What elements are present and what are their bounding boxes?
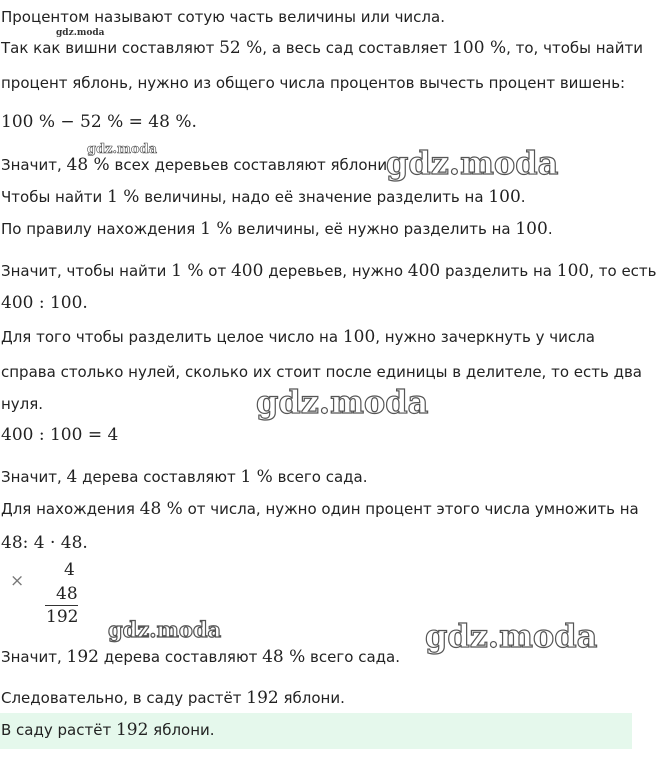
text: Чтобы найти — [1, 188, 108, 206]
text: деревьев, нужно — [263, 262, 408, 280]
math: 52 % — [219, 38, 263, 58]
text: , то есть — [589, 262, 657, 280]
text: Значит, — [1, 156, 67, 174]
text: Для того чтобы разделить целое число на — [1, 328, 343, 346]
product: 192 — [46, 607, 79, 627]
text: Процентом называют сотую часть величины или числа. — [1, 8, 445, 26]
math: 48 % — [262, 647, 306, 667]
text: всех деревьев составляют яблони. — [109, 156, 392, 174]
watermark-large: gdz.moda — [425, 617, 598, 655]
text: величины, её нужно разделить на — [232, 220, 516, 238]
math: 100 — [488, 187, 521, 207]
text: дерева составляют — [98, 648, 263, 666]
text-line-3 — [1, 72, 625, 94]
text-line-5 — [1, 154, 392, 176]
math: 100 % − 52 % = 48 %. — [1, 112, 197, 132]
text: нуля. — [1, 395, 44, 413]
text: всего сада. — [272, 468, 368, 486]
multiplier: 48 — [56, 584, 78, 604]
formula-division — [1, 292, 88, 314]
text: от числа, нужно один процент этого числа умножить на — [182, 500, 639, 518]
text: . — [520, 188, 526, 206]
math: 48 % — [139, 499, 183, 519]
answer-box — [0, 713, 632, 749]
text: По правилу нахождения — [1, 220, 201, 238]
text: . — [547, 220, 553, 238]
text: Значит, — [1, 648, 67, 666]
math: 1 % — [240, 467, 273, 487]
text-line-7 — [1, 218, 553, 240]
text: В саду растёт — [1, 721, 116, 739]
watermark-small: gdz.moda — [56, 28, 105, 38]
text-line-12 — [1, 393, 43, 415]
math: 48: 4 · 48. — [1, 533, 88, 553]
formula-multiplication — [1, 532, 88, 554]
watermark-medium: gdz.moda — [108, 617, 222, 642]
math: 400 — [407, 261, 441, 281]
watermark-large: gdz.moda — [256, 383, 429, 421]
math: 192 — [66, 647, 99, 667]
text-line-15 — [1, 498, 639, 520]
math: 1 % — [107, 187, 140, 207]
text: всего сада. — [305, 648, 400, 666]
multiplicand: 4 — [64, 560, 75, 580]
math: 48 % — [66, 155, 110, 175]
watermark-large: gdz.moda — [386, 144, 559, 182]
text: Значит, — [1, 468, 67, 486]
text-line-6 — [1, 186, 526, 208]
multiply-sign: × — [10, 571, 25, 591]
math: 100 % — [452, 38, 507, 58]
math: 4 — [66, 467, 78, 487]
text: величины, надо её значение разделить на — [139, 188, 489, 206]
text: яблони. — [278, 689, 345, 707]
text-line-18 — [1, 687, 345, 709]
answer-text — [1, 720, 215, 740]
math: 400 : 100. — [1, 293, 88, 313]
math: 100 — [515, 219, 548, 239]
math: 100 — [556, 261, 590, 281]
text-line-1 — [1, 6, 445, 28]
math: 192 — [115, 720, 149, 740]
math: 1 % — [171, 261, 204, 281]
text: Для нахождения — [1, 500, 140, 518]
text: Значит, чтобы найти — [1, 262, 172, 280]
text-line-8 — [1, 260, 657, 282]
math: 192 — [246, 688, 279, 708]
text-line-11 — [1, 361, 642, 383]
formula-division-result — [1, 424, 118, 446]
watermark-small: gdz.moda — [87, 142, 158, 157]
text: Следовательно, в саду растёт — [1, 689, 247, 707]
text-line-17 — [1, 646, 400, 668]
text: , нужно зачеркнуть у числа — [375, 328, 595, 346]
math: 400 : 100 = 4 — [1, 425, 119, 445]
text: дерева составляют — [77, 468, 241, 486]
text-line-14 — [1, 466, 368, 488]
math: 1 % — [200, 219, 233, 239]
text: разделить на — [440, 262, 557, 280]
math: 100 — [342, 327, 376, 347]
text: , а весь сад составляет — [262, 39, 453, 57]
text: Так как вишни составляют — [1, 39, 220, 57]
text: яблони. — [148, 721, 215, 739]
text-line-2 — [1, 37, 643, 59]
text: справа столько нулей, сколько их стоит после единицы в делителе, то есть два — [1, 363, 642, 381]
text-line-10 — [1, 326, 595, 348]
text: от — [203, 262, 231, 280]
formula-subtraction — [1, 111, 197, 133]
math: 400 — [230, 261, 264, 281]
text: , то, чтобы найти — [506, 39, 643, 57]
text: процент яблонь, нужно из общего числа процентов вычесть процент вишень: — [1, 74, 626, 92]
